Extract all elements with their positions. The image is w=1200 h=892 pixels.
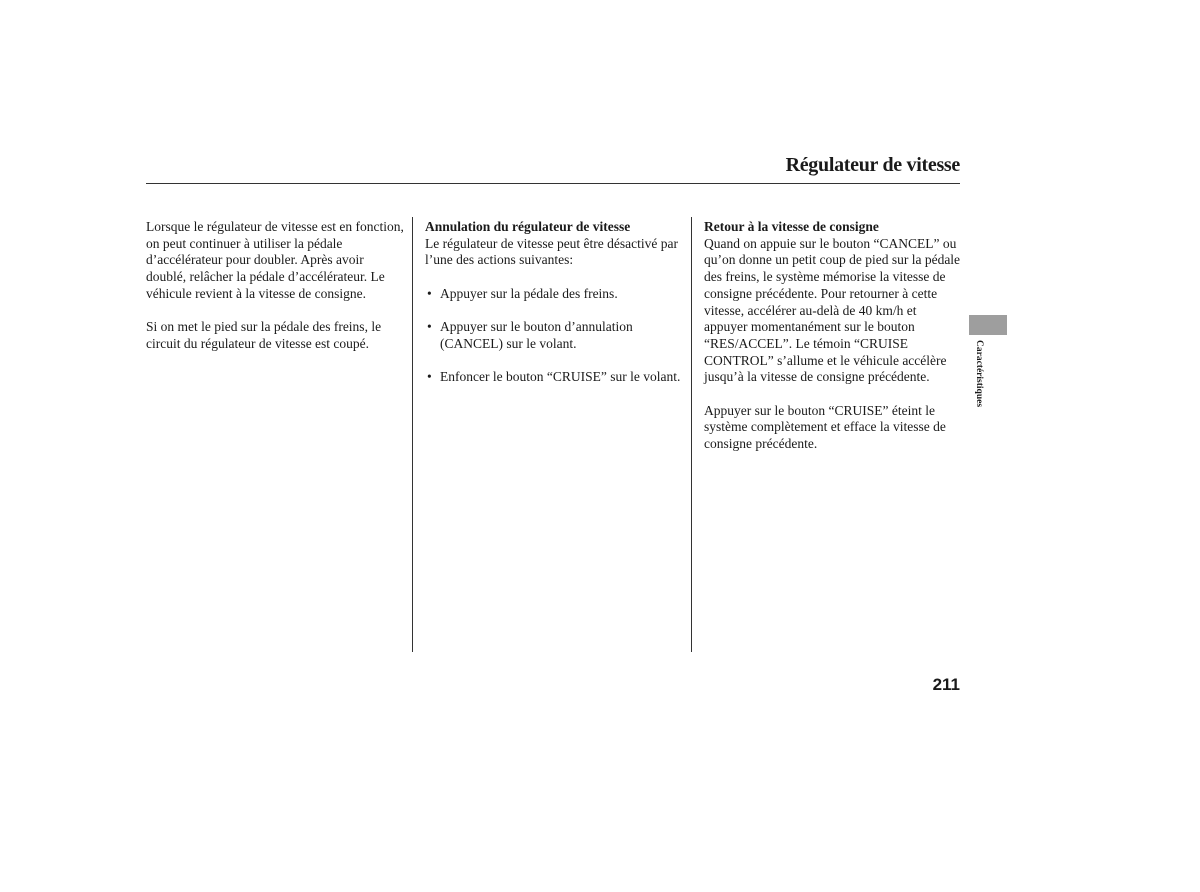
side-tab-label-text: Caractéristiques <box>974 340 984 408</box>
column-middle <box>425 219 683 403</box>
column-right <box>704 219 962 470</box>
section-tab-marker <box>969 315 1007 335</box>
cancel-actions-list <box>425 286 683 386</box>
bullet-icon: • <box>427 285 432 301</box>
section-heading-resume: Retour à la vitesse de consigne <box>704 219 879 234</box>
list-item <box>425 319 683 352</box>
column-divider <box>412 217 413 652</box>
list-item-text: Enfoncer le bouton “CRUISE” sur le volant. <box>440 369 681 385</box>
bullet-icon: • <box>427 369 432 385</box>
paragraph-brake: Si on met le pied sur la pédale des freins, le circuit du régulateur de vitesse est coupé. <box>146 319 382 351</box>
paragraph-cruise-off: Appuyer sur le bouton “CRUISE” éteint le système complètement et efface la vitesse de consigne précédente. <box>704 402 946 452</box>
list-item <box>425 286 683 303</box>
page-title: Régulateur de vitesse <box>785 154 960 176</box>
header-rule <box>146 183 960 184</box>
section-heading-cancel: Annulation du régulateur de vitesse <box>425 219 631 234</box>
paragraph-cancel-intro: Le régulateur de vitesse peut être désactivé par l’une des actions suivantes: <box>425 235 678 268</box>
paragraph-accelerator: Lorsque le régulateur de vitesse est en fonction, on peut continuer à utiliser la pédale d’accélérateur pour doubler. Après avoir doublé, relâcher la pédale d’accélérateur. Le véhicule revient à la vitesse de consigne. <box>146 219 404 301</box>
side-tab-label <box>964 340 984 500</box>
column-left <box>146 219 404 369</box>
list-item-text: Appuyer sur la pédale des freins. <box>440 285 618 301</box>
page-number: 211 <box>932 675 960 694</box>
paragraph-resume: Quand on appuie sur le bouton “CANCEL” ou qu’on donne un petit coup de pied sur la pédale des freins, le système mémorise la vitesse de consigne précédente. Pour retourner à cette vitesse, accélérer au-delà de 40 km/h et appuyer momentanément sur le bouton “RES/ACCEL”. Le témoin “CRUISE CONTROL” s’allume et le véhicule accélère jusqu’à la vitesse de consigne précédente. <box>704 235 961 385</box>
list-item <box>425 369 683 386</box>
list-item-text: Appuyer sur le bouton d’annulation (CANCEL) sur le volant. <box>440 319 633 351</box>
bullet-icon: • <box>427 319 432 335</box>
column-divider <box>691 217 692 652</box>
